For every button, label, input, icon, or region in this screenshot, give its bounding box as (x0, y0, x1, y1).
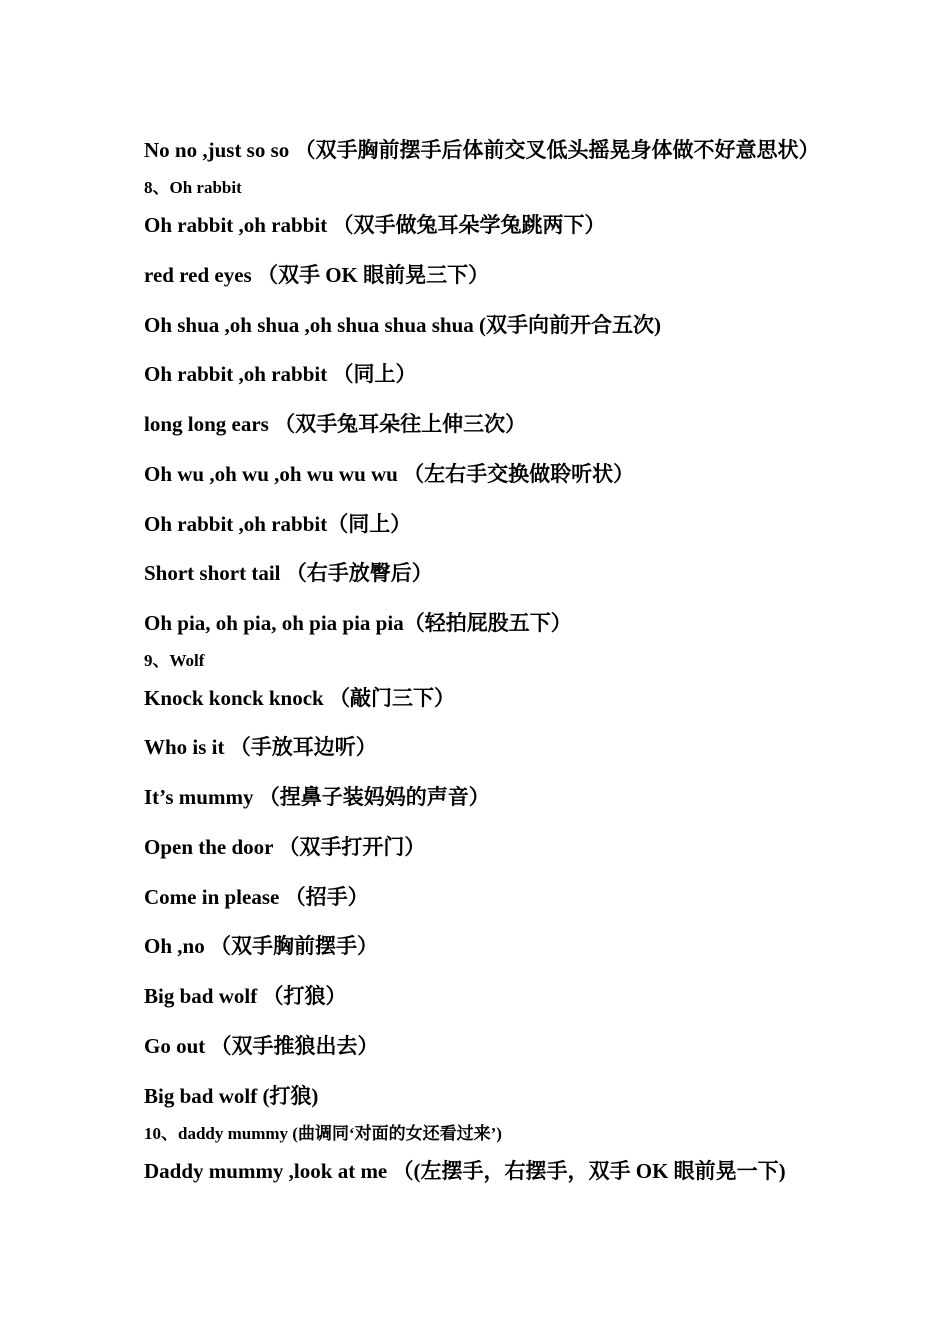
lyric-line: Who is it （手放耳边听） (144, 735, 377, 759)
lyric-line: Oh pia, oh pia, oh pia pia pia（轻拍屁股五下） (144, 611, 572, 635)
lyric-line: Open the door （双手打开门） (144, 835, 426, 859)
lyric-line: long long ears （双手兔耳朵往上伸三次） (144, 412, 527, 436)
lyric-line: Big bad wolf (打狼) (144, 1084, 319, 1108)
lyric-line: Oh rabbit ,oh rabbit（同上） (144, 512, 412, 536)
lyric-line: Oh rabbit ,oh rabbit （同上） (144, 362, 417, 386)
lyric-line: red red eyes （双手 OK 眼前晃三下） (144, 263, 490, 287)
lyric-line: It’s mummy （捏鼻子装妈妈的声音） (144, 785, 490, 809)
lyric-line: No no ,just so so （双手胸前摆手后体前交叉低头摇晃身体做不好意思状） (144, 138, 820, 162)
lyric-line: Oh wu ,oh wu ,oh wu wu wu （左右手交换做聆听状） (144, 462, 635, 486)
lyric-line: Short short tail （右手放臀后） (144, 561, 433, 585)
section-heading: 8、Oh rabbit (144, 178, 242, 197)
section-heading: 10、daddy mummy (曲调同‘对面的女还看过来’) (144, 1124, 502, 1143)
lyric-line: Oh ,no （双手胸前摆手） (144, 934, 378, 958)
lyric-line: Come in please （招手） (144, 885, 369, 909)
section-heading: 9、Wolf (144, 651, 205, 670)
lyric-line: Big bad wolf （打狼） (144, 984, 347, 1008)
lyric-line: Daddy mummy ,look at me （(左摆手，右摆手，双手 OK 眼前晃一下) (144, 1159, 786, 1183)
lyric-line: Oh shua ,oh shua ,oh shua shua shua (双手向前开合五次) (144, 313, 662, 337)
lyric-line: Oh rabbit ,oh rabbit （双手做兔耳朵学兔跳两下） (144, 213, 606, 237)
lyric-line: Go out （双手推狼出去） (144, 1034, 379, 1058)
lyric-line: Knock konck knock （敲门三下） (144, 686, 455, 710)
